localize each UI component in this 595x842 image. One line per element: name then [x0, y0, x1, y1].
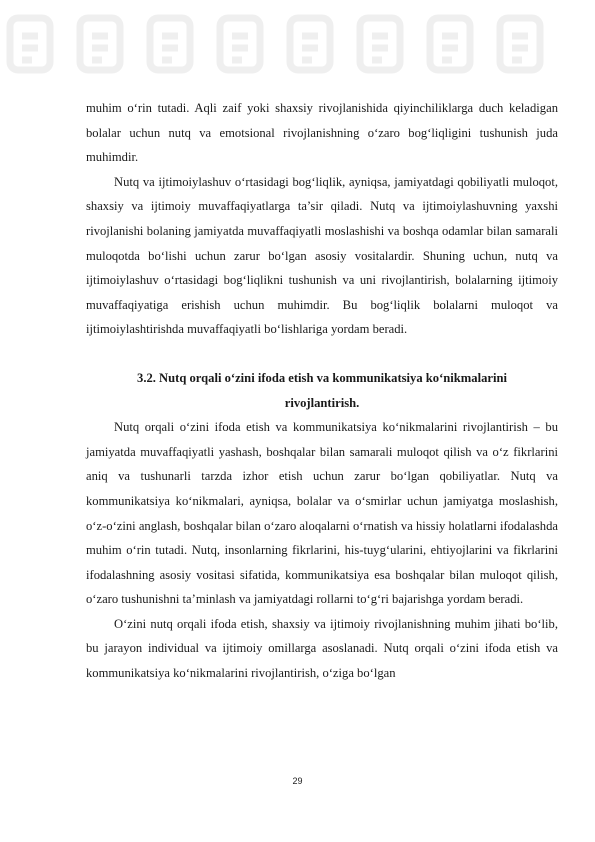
section-heading: 3.2. Nutq orqali o‘zini ifoda etish va kommunikatsiya ko‘nikmalarini rivojlantirish.	[137, 370, 507, 410]
paragraph-3: Nutq orqali o‘zini ifoda etish va kommunikatsiya ko‘nikmalarini rivojlantirish – bu jamiyatda muvaffaqiyatli yashash, boshqalar bilan samarali muloqot qilish va o‘z fikrlarini aniq va tushunarli tarzda izhor etish uchun zarur bo‘lgan qobiliyatlar. Nutq va kommunikatsiya ko‘nikmalari, ayniqsa, bolalar va o‘smirlar uchun jamiyatga moslashish, o‘z-o‘zini anglash, boshqalar bilan o‘zaro aloqalarni o‘rnatish va hissiy holatlarni ifodalashda muhim o‘rin tutadi. Nutq, insonlarning fikrlarini, his-tuyg‘ularini, ehtiyojlarini va fikrlarini ifodalashning asosiy vositasi sifatida, kommunikatsiya esa boshqalar bilan muloqot qilish, o‘zaro tushunishni ta’minlash va jamiyatdagi rollarni to‘g‘ri bajarishga yordam beradi.	[86, 420, 558, 607]
page-number: 29	[292, 776, 303, 786]
paragraph-1: muhim o‘rin tutadi. Aqli zaif yoki shaxsiy rivojlanishida qiyinchiliklarga duch keladigan bolalar uchun nutq va emotsional rivojlanishning o‘zaro bog‘liqligini tushunish juda muhimdir.	[86, 101, 558, 165]
watermark-logo-row	[0, 6, 595, 92]
page-body	[86, 96, 558, 686]
document-logo-icon	[0, 6, 595, 92]
paragraph-4: O‘zini nutq orqali ifoda etish, shaxsiy va ijtimoiy rivojlanishning muhim jihati bo‘lib, bu jarayon individual va ijtimoiy omillarga asoslanadi. Nutq orqali o‘zini ifoda etish va kommunikatsiya ko‘nikmalarini rivojlantirish, o‘ziga bo‘lgan	[86, 616, 558, 681]
paragraph-2: Nutq va ijtimoiylashuv o‘rtasidagi bog‘liqlik, ayniqsa, jamiyatdagi qobiliyatli muloqot, shaxsiy va ijtimoiy muvaffaqiyatlarga ta’sir qiladi. Nutq va ijtimoiylashuvning yaxshi rivojlanishi bolaning jamiyatda muvaffaqiyatli moslashishi va boshqa odamlar bilan samarali muloqotda bo‘lishi uchun zarur bo‘lgan asosiy vositalardir. Shuning uchun, nutq va ijtimoiylashuv o‘rtasidagi bog‘liqlikni tushunish va uni rivojlantirish, bolalarning ijtimoiy muvaffaqiyatiga erishish uchun muhimdir. Bu bog‘liqlik bolalarni muloqot va ijtimoiylashtirishda muvaffaqiyatli bo‘lishlariga yordam beradi.	[86, 174, 558, 337]
